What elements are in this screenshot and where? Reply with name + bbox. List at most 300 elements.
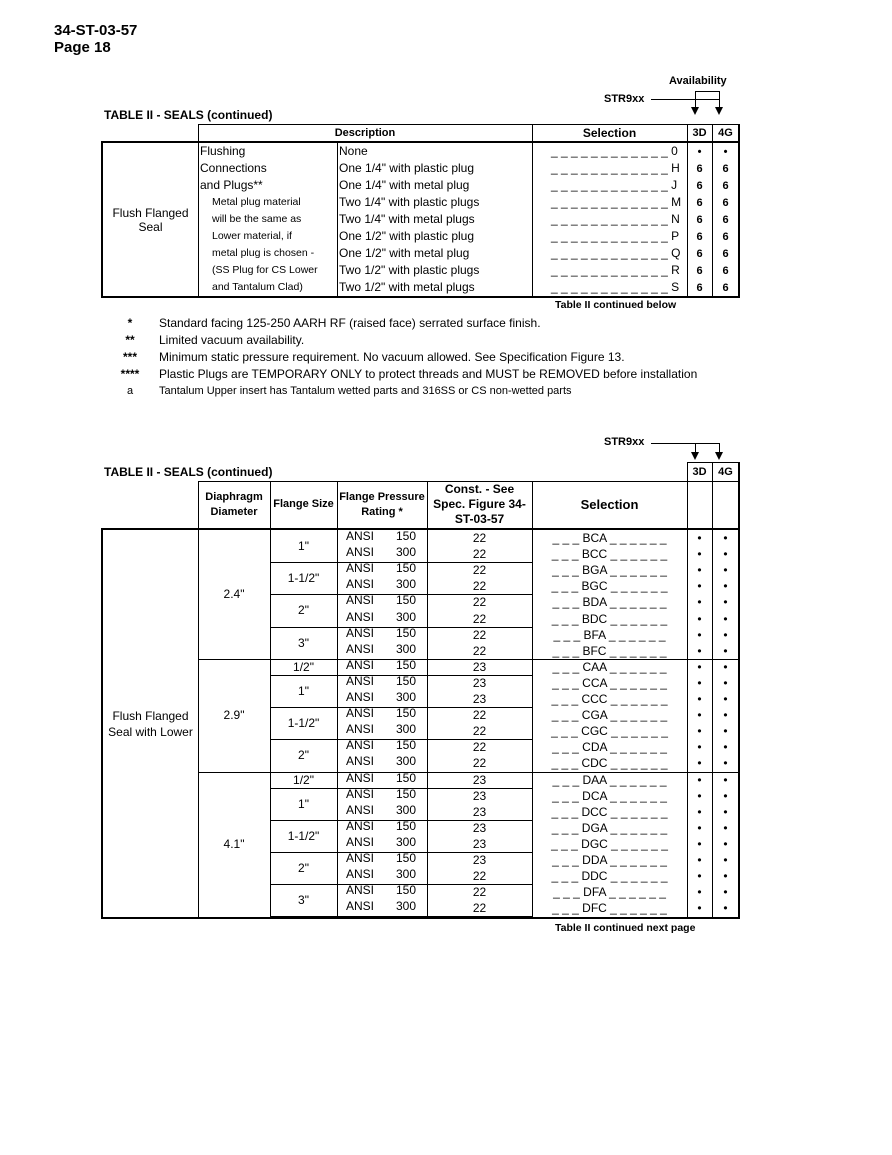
option-label: None	[339, 144, 368, 158]
selection-code-line: _ _ _ BGC _ _ _ _ _ _	[551, 579, 668, 594]
header-3d-line: 3D	[692, 465, 707, 478]
availability-4g-line: •	[723, 756, 728, 771]
description-note-line: (SS Plug for CS Lower	[212, 264, 318, 276]
const-figure	[427, 562, 532, 578]
pressure-standard: ANSI	[346, 786, 375, 801]
flange-size-cell	[270, 530, 337, 562]
selection-code	[532, 691, 687, 707]
pressure-rating: 300	[396, 545, 417, 560]
note-mark: **	[125, 333, 135, 347]
const-figure-line: 22	[472, 869, 487, 884]
diaphragm-size-cell	[198, 772, 270, 917]
pressure-standard: ANSI	[346, 577, 375, 592]
pressure-standard: ANSI	[346, 754, 375, 769]
note-mark: a	[126, 385, 134, 397]
availability-4g	[712, 228, 739, 245]
const-figure	[427, 546, 532, 562]
selection-code-line: _ _ _ DGC _ _ _ _ _ _	[551, 836, 668, 851]
const-figure	[427, 659, 532, 675]
const-figure-line: 23	[472, 820, 487, 835]
const-figure	[427, 530, 532, 546]
header-3d	[687, 124, 712, 141]
availability-3d-line: 6	[696, 230, 703, 243]
availability-4g	[712, 739, 739, 755]
availability-3d-line: 6	[696, 162, 703, 175]
availability-4g-line: •	[723, 531, 728, 546]
availability-3d-line: •	[697, 595, 702, 610]
availability-3d-line: 6	[696, 281, 703, 294]
selection-code-line: _ _ _ BGA _ _ _ _ _ _	[552, 563, 667, 578]
pressure-rating: 300	[396, 834, 417, 849]
availability-4g-line: •	[723, 788, 728, 803]
availability-3d-line: 6	[696, 264, 703, 277]
option-label: One 1/4" with metal plug	[339, 178, 470, 192]
const-figure	[427, 755, 532, 771]
availability-4g	[712, 820, 739, 836]
availability-3d-line: •	[697, 869, 702, 884]
availability-4g-line: •	[723, 820, 728, 835]
header-pressure-line: Rating *	[361, 505, 403, 518]
description-note-line: will be the same as	[212, 213, 302, 225]
availability-4g	[712, 884, 739, 900]
pressure-rating: 150	[396, 625, 417, 640]
const-figure	[427, 675, 532, 691]
availability-4g-line: •	[723, 901, 728, 916]
note-text: Limited vacuum availability.	[159, 333, 305, 347]
availability-4g-line: 6	[722, 264, 729, 277]
arrow-down-icon	[715, 452, 723, 460]
availability-4g	[712, 836, 739, 852]
pressure-rating: 150	[396, 738, 417, 753]
diaphragm-size-cell-line: 2.4"	[223, 587, 245, 602]
availability-3d	[687, 262, 712, 279]
availability-4g	[712, 530, 739, 546]
header-rule	[101, 141, 739, 143]
const-figure-line: 23	[472, 804, 487, 819]
selection-code	[532, 594, 687, 610]
availability-3d	[687, 675, 712, 691]
flange-size-cell-line: 1-1/2"	[287, 828, 320, 843]
pressure-standard: ANSI	[346, 706, 375, 721]
availability-3d-line: •	[697, 756, 702, 771]
availability-4g	[712, 772, 739, 788]
header-const-line: Const. - See	[444, 482, 515, 496]
selection-code	[532, 900, 687, 916]
selection-code: _ _ _ _ _ _ _ _ _ _ _ _ S	[551, 280, 680, 294]
pressure-rating: 150	[396, 593, 417, 608]
const-figure-line: 23	[472, 853, 487, 868]
const-figure	[427, 723, 532, 739]
option-label: Two 1/2" with plastic plugs	[339, 263, 480, 277]
selection-code: _ _ _ _ _ _ _ _ _ _ _ _ Q	[551, 246, 681, 260]
availability-3d-line: •	[697, 820, 702, 835]
const-figure	[427, 739, 532, 755]
diaphragm-size-cell-line: 4.1"	[223, 836, 245, 851]
availability-3d	[687, 820, 712, 836]
flange-size-cell	[270, 884, 337, 916]
availability-3d	[687, 836, 712, 852]
const-figure-line: 22	[472, 885, 487, 900]
header-pressure	[337, 481, 427, 528]
availability-3d	[687, 659, 712, 675]
seal-type-cell	[103, 530, 198, 917]
selection-code	[532, 804, 687, 820]
option-label: One 1/2" with plastic plug	[339, 229, 474, 243]
str9xx-label-2: STR9xx	[604, 436, 645, 448]
selection-code	[532, 884, 687, 900]
availability-4g	[712, 707, 739, 723]
availability-4g	[712, 900, 739, 916]
flange-size-cell-line: 2"	[298, 748, 309, 763]
pressure-standard: ANSI	[346, 851, 375, 865]
option-label: One 1/2" with metal plug	[339, 246, 470, 260]
selection-code-line: _ _ _ CCC _ _ _ _ _ _	[551, 692, 668, 707]
availability-4g	[712, 852, 739, 868]
availability-4g-line: 6	[722, 230, 729, 243]
availability-4g-line: 6	[722, 196, 729, 209]
availability-4g-line: •	[723, 836, 728, 851]
availability-3d	[687, 279, 712, 296]
flange-rule	[270, 916, 532, 917]
availability-4g	[712, 143, 739, 160]
availability-4g-line: •	[723, 145, 728, 158]
availability-3d	[687, 739, 712, 755]
availability-3d-line: 6	[696, 196, 703, 209]
availability-4g	[712, 194, 739, 211]
selection-code	[532, 530, 687, 546]
flange-size-cell	[270, 788, 337, 820]
option-label: Two 1/4" with metal plugs	[339, 212, 475, 226]
const-figure	[427, 611, 532, 627]
availability-3d-line: •	[697, 901, 702, 916]
availability-4g	[712, 675, 739, 691]
const-figure-line: 23	[472, 659, 487, 674]
availability-3d	[687, 627, 712, 643]
pressure-rating: 150	[396, 529, 417, 543]
const-figure	[427, 707, 532, 723]
const-figure-line: 22	[472, 595, 487, 610]
header-const-line: Spec. Figure 34-	[433, 497, 526, 511]
availability-3d-line: •	[697, 643, 702, 658]
seal-type-line: Seal	[138, 220, 163, 234]
availability-3d	[687, 723, 712, 739]
availability-4g	[712, 627, 739, 643]
availability-3d-line: •	[697, 772, 702, 787]
flange-size-cell-line: 1-1/2"	[287, 716, 320, 731]
availability-3d-line: •	[697, 547, 702, 562]
const-figure	[427, 594, 532, 610]
const-figure-line: 22	[472, 579, 487, 594]
note-mark: *	[127, 316, 133, 330]
availability-4g	[712, 723, 739, 739]
note-text: Tantalum Upper insert has Tantalum wetted parts and 316SS or CS non-wetted parts	[159, 385, 572, 397]
availability-3d-line: •	[697, 885, 702, 900]
selection-code-line: _ _ _ CAA _ _ _ _ _ _	[552, 659, 667, 674]
const-figure-line: 22	[472, 740, 487, 755]
selection-code	[532, 562, 687, 578]
availability-3d-line: •	[697, 563, 702, 578]
selection-code-line: _ _ _ DDA _ _ _ _ _ _	[552, 853, 667, 868]
availability-4g-line: •	[723, 708, 728, 723]
availability-3d-line: •	[697, 659, 702, 674]
availability-4g	[712, 691, 739, 707]
const-figure-line: 22	[472, 531, 487, 546]
const-figure	[427, 900, 532, 916]
availability-4g-line: •	[723, 675, 728, 690]
flange-size-cell-line: 1-1/2"	[287, 571, 320, 586]
const-figure-line: 22	[472, 708, 487, 723]
pressure-rating: 300	[396, 754, 417, 769]
seal-type-line: Flush Flanged	[112, 708, 189, 723]
availability-4g	[712, 177, 739, 194]
header-4g	[712, 462, 739, 481]
selection-code: _ _ _ _ _ _ _ _ _ _ _ _ M	[551, 195, 682, 209]
availability-4g	[712, 262, 739, 279]
selection-code: _ _ _ _ _ _ _ _ _ _ _ _ R	[551, 263, 680, 277]
selection-code	[532, 643, 687, 659]
availability-4g-line: •	[723, 885, 728, 900]
availability-label: Availability	[669, 75, 727, 87]
flange-size-cell	[270, 594, 337, 626]
availability-3d-line: •	[697, 627, 702, 642]
availability-4g-line: •	[723, 579, 728, 594]
note-mark: ***	[122, 350, 137, 364]
availability-4g-line: 6	[722, 213, 729, 226]
description-note-line: Lower material, if	[212, 230, 292, 242]
availability-4g-line: •	[723, 547, 728, 562]
availability-3d	[687, 772, 712, 788]
document-id: 34-ST-03-57	[54, 22, 138, 39]
availability-3d	[687, 177, 712, 194]
description-main-line: Connections	[200, 161, 267, 175]
flange-size-cell	[270, 675, 337, 707]
availability-4g-line: 6	[722, 179, 729, 192]
bottom-rule	[101, 917, 739, 919]
selection-code	[532, 868, 687, 884]
availability-3d	[687, 611, 712, 627]
availability-3d	[687, 884, 712, 900]
availability-3d	[687, 160, 712, 177]
pressure-rating: 300	[396, 899, 417, 914]
str9xx-bracket-1	[651, 99, 719, 100]
pressure-rating: 150	[396, 770, 417, 785]
arrow-top-1	[695, 91, 720, 92]
availability-4g	[712, 546, 739, 562]
str9xx-label-1: STR9xx	[604, 93, 645, 105]
const-figure-line: 23	[472, 692, 487, 707]
availability-3d-line: •	[697, 853, 702, 868]
seal-type-line: Seal with Lower	[108, 724, 193, 739]
availability-3d	[687, 562, 712, 578]
const-figure-line: 23	[472, 788, 487, 803]
selection-code-line: _ _ _ CCA _ _ _ _ _ _	[552, 675, 667, 690]
str9xx-bracket-2	[651, 443, 719, 444]
pressure-standard: ANSI	[346, 899, 375, 914]
pressure-rating: 150	[396, 883, 417, 898]
pressure-rating: 150	[396, 657, 417, 672]
pressure-rating: 150	[396, 561, 417, 576]
availability-3d-line: •	[697, 708, 702, 723]
availability-4g-line: •	[723, 804, 728, 819]
availability-3d	[687, 143, 712, 160]
availability-4g-line: •	[723, 611, 728, 626]
header-diaphragm-line: Diaphragm	[205, 490, 263, 503]
pressure-standard: ANSI	[346, 770, 375, 785]
availability-4g-line: 6	[722, 247, 729, 260]
arrow-stem-4g-1	[719, 91, 720, 108]
availability-3d	[687, 245, 712, 262]
flange-size-cell-line: 1"	[298, 683, 309, 698]
table2-continued: Table II continued next page	[555, 922, 696, 934]
selection-code	[532, 707, 687, 723]
availability-3d-line: •	[697, 740, 702, 755]
availability-3d	[687, 900, 712, 916]
pressure-rating: 300	[396, 867, 417, 882]
availability-3d-line: •	[697, 675, 702, 690]
availability-4g-line: •	[723, 659, 728, 674]
availability-3d	[687, 707, 712, 723]
availability-3d-line: •	[697, 611, 702, 626]
availability-4g	[712, 245, 739, 262]
pressure-standard: ANSI	[346, 561, 375, 576]
const-figure-line: 23	[472, 836, 487, 851]
pressure-standard: ANSI	[346, 722, 375, 737]
description-main-line: Flushing	[200, 144, 246, 158]
pressure-standard: ANSI	[346, 609, 375, 624]
selection-code	[532, 627, 687, 643]
flange-size-cell-line: 2"	[298, 603, 309, 618]
const-figure-line: 23	[472, 675, 487, 690]
const-figure	[427, 788, 532, 804]
pressure-standard: ANSI	[346, 625, 375, 640]
table-rule	[532, 124, 533, 296]
header-4g-line: 4G	[718, 465, 733, 478]
availability-4g-line: •	[723, 692, 728, 707]
availability-3d-line: 6	[696, 213, 703, 226]
availability-3d	[687, 228, 712, 245]
flange-size-cell	[270, 772, 337, 788]
availability-4g-line: •	[723, 595, 728, 610]
header-description-line: Description	[334, 126, 396, 139]
availability-3d-line: •	[697, 145, 702, 158]
flange-size-cell	[270, 562, 337, 594]
availability-3d-line: •	[697, 531, 702, 546]
availability-4g-line: •	[723, 869, 728, 884]
note-text: Plastic Plugs are TEMPORARY ONLY to protect threads and MUST be REMOVED before installation	[159, 367, 698, 381]
flange-size-cell-line: 2"	[298, 861, 309, 876]
const-figure	[427, 820, 532, 836]
header-selection	[532, 481, 687, 528]
seal-type-cell	[103, 200, 198, 240]
const-figure-line: 22	[472, 756, 487, 771]
selection-code	[532, 820, 687, 836]
availability-4g	[712, 594, 739, 610]
header-pressure-line: Flange Pressure	[339, 490, 425, 503]
pressure-standard: ANSI	[346, 883, 375, 898]
pressure-standard: ANSI	[346, 738, 375, 753]
selection-code	[532, 611, 687, 627]
availability-3d	[687, 211, 712, 228]
note-text: Minimum static pressure requirement. No vacuum allowed. See Specification Figure 13.	[159, 350, 625, 364]
pressure-rating: 300	[396, 690, 417, 704]
const-figure	[427, 804, 532, 820]
selection-code-line: _ _ _ BCC _ _ _ _ _ _	[551, 547, 668, 562]
table-rule	[337, 141, 338, 296]
pressure-rating: 150	[396, 673, 417, 688]
selection-code: _ _ _ _ _ _ _ _ _ _ _ _ N	[551, 212, 680, 226]
selection-code-line: _ _ _ BDC _ _ _ _ _ _	[551, 611, 668, 626]
flange-size-cell-line: 1/2"	[293, 659, 314, 674]
const-figure-line: 22	[472, 627, 487, 642]
flange-size-cell-line: 3"	[298, 635, 309, 650]
pressure-rating: 150	[396, 786, 417, 801]
selection-code	[532, 675, 687, 691]
availability-3d	[687, 643, 712, 659]
availability-4g	[712, 578, 739, 594]
pressure-rating: 300	[396, 641, 417, 656]
flange-size-cell-line: 3"	[298, 893, 309, 908]
const-figure	[427, 627, 532, 643]
availability-4g	[712, 659, 739, 675]
const-figure	[427, 578, 532, 594]
pressure-standard: ANSI	[346, 529, 375, 543]
availability-4g	[712, 611, 739, 627]
selection-code-line: _ _ _ DFC _ _ _ _ _ _	[552, 901, 667, 916]
availability-3d-line: •	[697, 788, 702, 803]
option-label: One 1/4" with plastic plug	[339, 161, 474, 175]
flange-size-cell	[270, 852, 337, 884]
flange-size-cell-line: 1"	[298, 539, 309, 554]
option-label: Two 1/2" with metal plugs	[339, 280, 475, 294]
availability-3d	[687, 804, 712, 820]
table1-title: TABLE II - SEALS (continued)	[104, 108, 273, 122]
header-flange-size-line: Flange Size	[273, 498, 334, 510]
availability-4g-line: •	[723, 740, 728, 755]
availability-4g	[712, 868, 739, 884]
pressure-standard: ANSI	[346, 867, 375, 882]
option-label: Two 1/4" with plastic plugs	[339, 195, 480, 209]
header-const-line: ST-03-57	[454, 512, 505, 526]
const-figure-line: 22	[472, 547, 487, 562]
availability-4g	[712, 279, 739, 296]
availability-3d	[687, 755, 712, 771]
description-note-line: metal plug is chosen -	[212, 247, 315, 259]
header-4g	[712, 124, 739, 141]
availability-3d	[687, 530, 712, 546]
pressure-rating: 300	[396, 722, 417, 737]
selection-code-line: _ _ _ CDA _ _ _ _ _ _	[552, 740, 667, 755]
availability-4g	[712, 804, 739, 820]
flange-size-cell	[270, 627, 337, 659]
const-figure-line: 22	[472, 724, 487, 739]
selection-code-line: _ _ _ BCA _ _ _ _ _ _	[552, 531, 667, 546]
table1-continued: Table II continued below	[555, 299, 677, 311]
header-3d-line: 3D	[692, 126, 707, 139]
selection-code	[532, 723, 687, 739]
document-header	[54, 22, 137, 56]
availability-4g-line: •	[723, 627, 728, 642]
header-diaphragm	[198, 481, 270, 528]
diaphragm-size-cell	[198, 530, 270, 659]
selection-code	[532, 739, 687, 755]
availability-4g-line: 6	[722, 281, 729, 294]
header-3d	[687, 462, 712, 481]
selection-code	[532, 788, 687, 804]
const-figure-line: 22	[472, 563, 487, 578]
availability-3d	[687, 578, 712, 594]
note-text: Standard facing 125-250 AARH RF (raised face) serrated surface finish.	[159, 316, 541, 330]
availability-3d	[687, 546, 712, 562]
